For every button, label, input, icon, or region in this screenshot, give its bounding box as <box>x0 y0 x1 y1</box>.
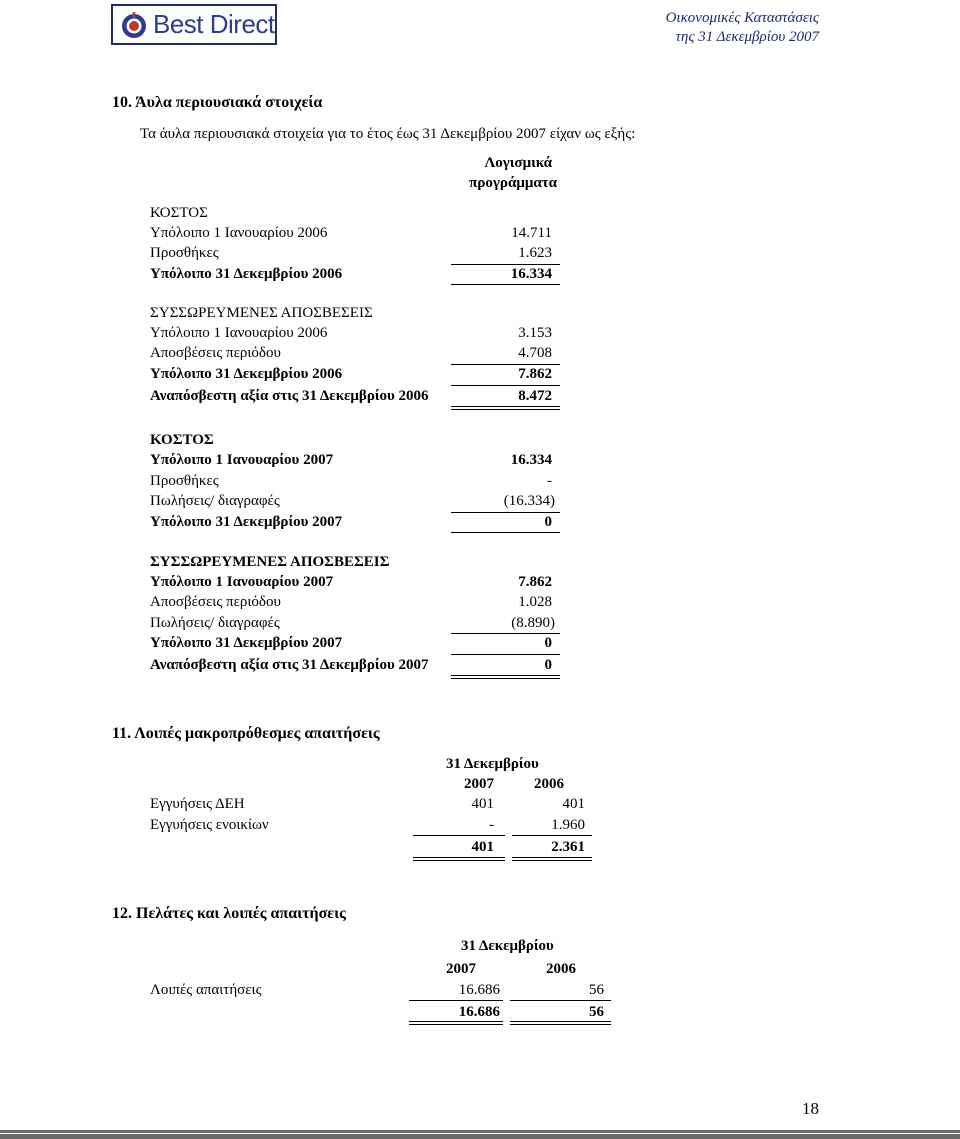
year-header-2006: 2006 <box>534 776 564 792</box>
row-label: Προσθήκες <box>150 245 219 261</box>
row-label: Αναπόσβεστη αξία στις 31 Δεκεμβρίου 2006 <box>150 388 429 404</box>
footer-bar <box>0 1130 960 1139</box>
row-label: Υπόλοιπο 31 Δεκεμβρίου 2006 <box>150 366 343 382</box>
grand-total-double-rule <box>451 406 560 410</box>
row-value: - <box>547 473 552 489</box>
row-label: ΣΥΣΣΩΡΕΥΜΕΝΕΣ ΑΠΟΣΒΕΣΕΙΣ <box>150 554 390 570</box>
row-label: Αναπόσβεστη αξία στις 31 Δεκεμβρίου 2007 <box>150 657 429 673</box>
row-value: (16.334) <box>503 493 555 509</box>
row-label: ΣΥΣΣΩΡΕΥΜΕΝΕΣ ΑΠΟΣΒΕΣΕΙΣ <box>150 305 373 321</box>
row-value-2006: 56 <box>589 982 604 998</box>
total-value-2007: 401 <box>471 839 494 855</box>
row-label: Αποσβέσεις περιόδου <box>150 345 281 361</box>
subtotal-rule <box>451 512 560 513</box>
row-label: Εγγυήσεις ενοικίων <box>150 817 269 833</box>
row-label: Αποσβέσεις περιόδου <box>150 594 281 610</box>
page-number: 18 <box>802 1099 819 1118</box>
total-value-2006: 56 <box>589 1004 604 1020</box>
year-header-2007: 2007 <box>464 776 494 792</box>
subtotal-rule <box>510 1000 611 1001</box>
row-label: Εγγυήσεις ΔΕΗ <box>150 796 245 812</box>
row-value: 8.472 <box>518 388 552 404</box>
row-value: 0 <box>544 657 552 673</box>
row-value: 1.028 <box>518 594 552 610</box>
total-value-2006: 2.361 <box>551 839 585 855</box>
grand-total-double-rule <box>510 1021 611 1025</box>
row-value-2007: 401 <box>471 796 494 812</box>
row-label: Υπόλοιπο 1 Ιανουαρίου 2007 <box>150 574 334 590</box>
row-value-2006: 1.960 <box>551 817 585 833</box>
row-value: 16.334 <box>510 266 552 282</box>
total-rule <box>451 284 560 285</box>
brand-name: Best Direct <box>153 9 275 39</box>
grand-total-double-rule <box>409 1021 503 1025</box>
row-value: 7.862 <box>518 574 552 590</box>
period-header: 31 Δεκεμβρίου <box>446 756 539 772</box>
section-11-heading: 11. Λοιπές μακροπρόθεσμες απαιτήσεις <box>112 725 380 742</box>
company-logo <box>111 4 277 45</box>
row-value: 0 <box>544 635 552 651</box>
row-label: Πωλήσεις/ διαγραφές <box>150 615 280 631</box>
section-10-intro: Τα άυλα περιουσιακά στοιχεία για το έτος έως 31 Δεκεμβρίου 2007 είχαν ως εξής: <box>140 126 636 142</box>
logo-emblem-icon <box>119 10 149 40</box>
row-label: Υπόλοιπο 1 Ιανουαρίου 2006 <box>150 325 328 341</box>
row-label: Υπόλοιπο 31 Δεκεμβρίου 2006 <box>150 266 343 282</box>
row-value-2007: - <box>489 817 494 833</box>
subtotal-rule <box>451 385 560 386</box>
period-header: 31 Δεκεμβρίου <box>461 938 554 954</box>
section-12-heading: 12. Πελάτες και λοιπές απαιτήσεις <box>112 905 346 922</box>
row-value-2007: 16.686 <box>458 982 500 998</box>
row-label: Υπόλοιπο 1 Ιανουαρίου 2006 <box>150 225 328 241</box>
doc-title-line2: της 31 Δεκεμβρίου 2007 <box>675 29 819 45</box>
row-value: 3.153 <box>518 325 552 341</box>
row-value: (8.890) <box>511 615 555 631</box>
footer-bar-highlight <box>0 1133 960 1134</box>
column-header-software-2: προγράμματα <box>469 175 557 191</box>
row-label: Πωλήσεις/ διαγραφές <box>150 493 280 509</box>
year-header-2006: 2006 <box>546 961 576 977</box>
doc-title-line1: Οικονομικές Καταστάσεις <box>665 10 819 26</box>
section-10-heading: 10. Άυλα περιουσιακά στοιχεία <box>112 94 323 111</box>
total-rule <box>451 532 560 533</box>
row-label: ΚΟΣΤΟΣ <box>150 205 208 221</box>
subtotal-rule <box>451 364 560 365</box>
row-value: 1.623 <box>518 245 552 261</box>
row-value: 4.708 <box>518 345 552 361</box>
row-label: Προσθήκες <box>150 473 219 489</box>
year-header-2007: 2007 <box>446 961 476 977</box>
subtotal-rule <box>451 654 560 655</box>
subtotal-rule <box>512 835 592 836</box>
subtotal-rule <box>451 633 560 634</box>
subtotal-rule <box>413 835 505 836</box>
subtotal-rule <box>451 264 560 265</box>
grand-total-double-rule <box>413 857 505 861</box>
grand-total-double-rule <box>512 857 592 861</box>
row-value: 7.862 <box>518 366 552 382</box>
row-label: Υπόλοιπο 31 Δεκεμβρίου 2007 <box>150 635 343 651</box>
row-value-2006: 401 <box>562 796 585 812</box>
row-value: 0 <box>544 514 552 530</box>
grand-total-double-rule <box>451 675 560 679</box>
subtotal-rule <box>409 1000 503 1001</box>
column-header-software-1: Λογισμικά <box>484 155 552 171</box>
row-label: Λοιπές απαιτήσεις <box>150 982 262 998</box>
total-value-2007: 16.686 <box>458 1004 500 1020</box>
row-value: 16.334 <box>510 452 552 468</box>
row-value: 14.711 <box>511 225 552 241</box>
row-label: ΚΟΣΤΟΣ <box>150 432 214 448</box>
row-label: Υπόλοιπο 31 Δεκεμβρίου 2007 <box>150 514 343 530</box>
row-label: Υπόλοιπο 1 Ιανουαρίου 2007 <box>150 452 334 468</box>
